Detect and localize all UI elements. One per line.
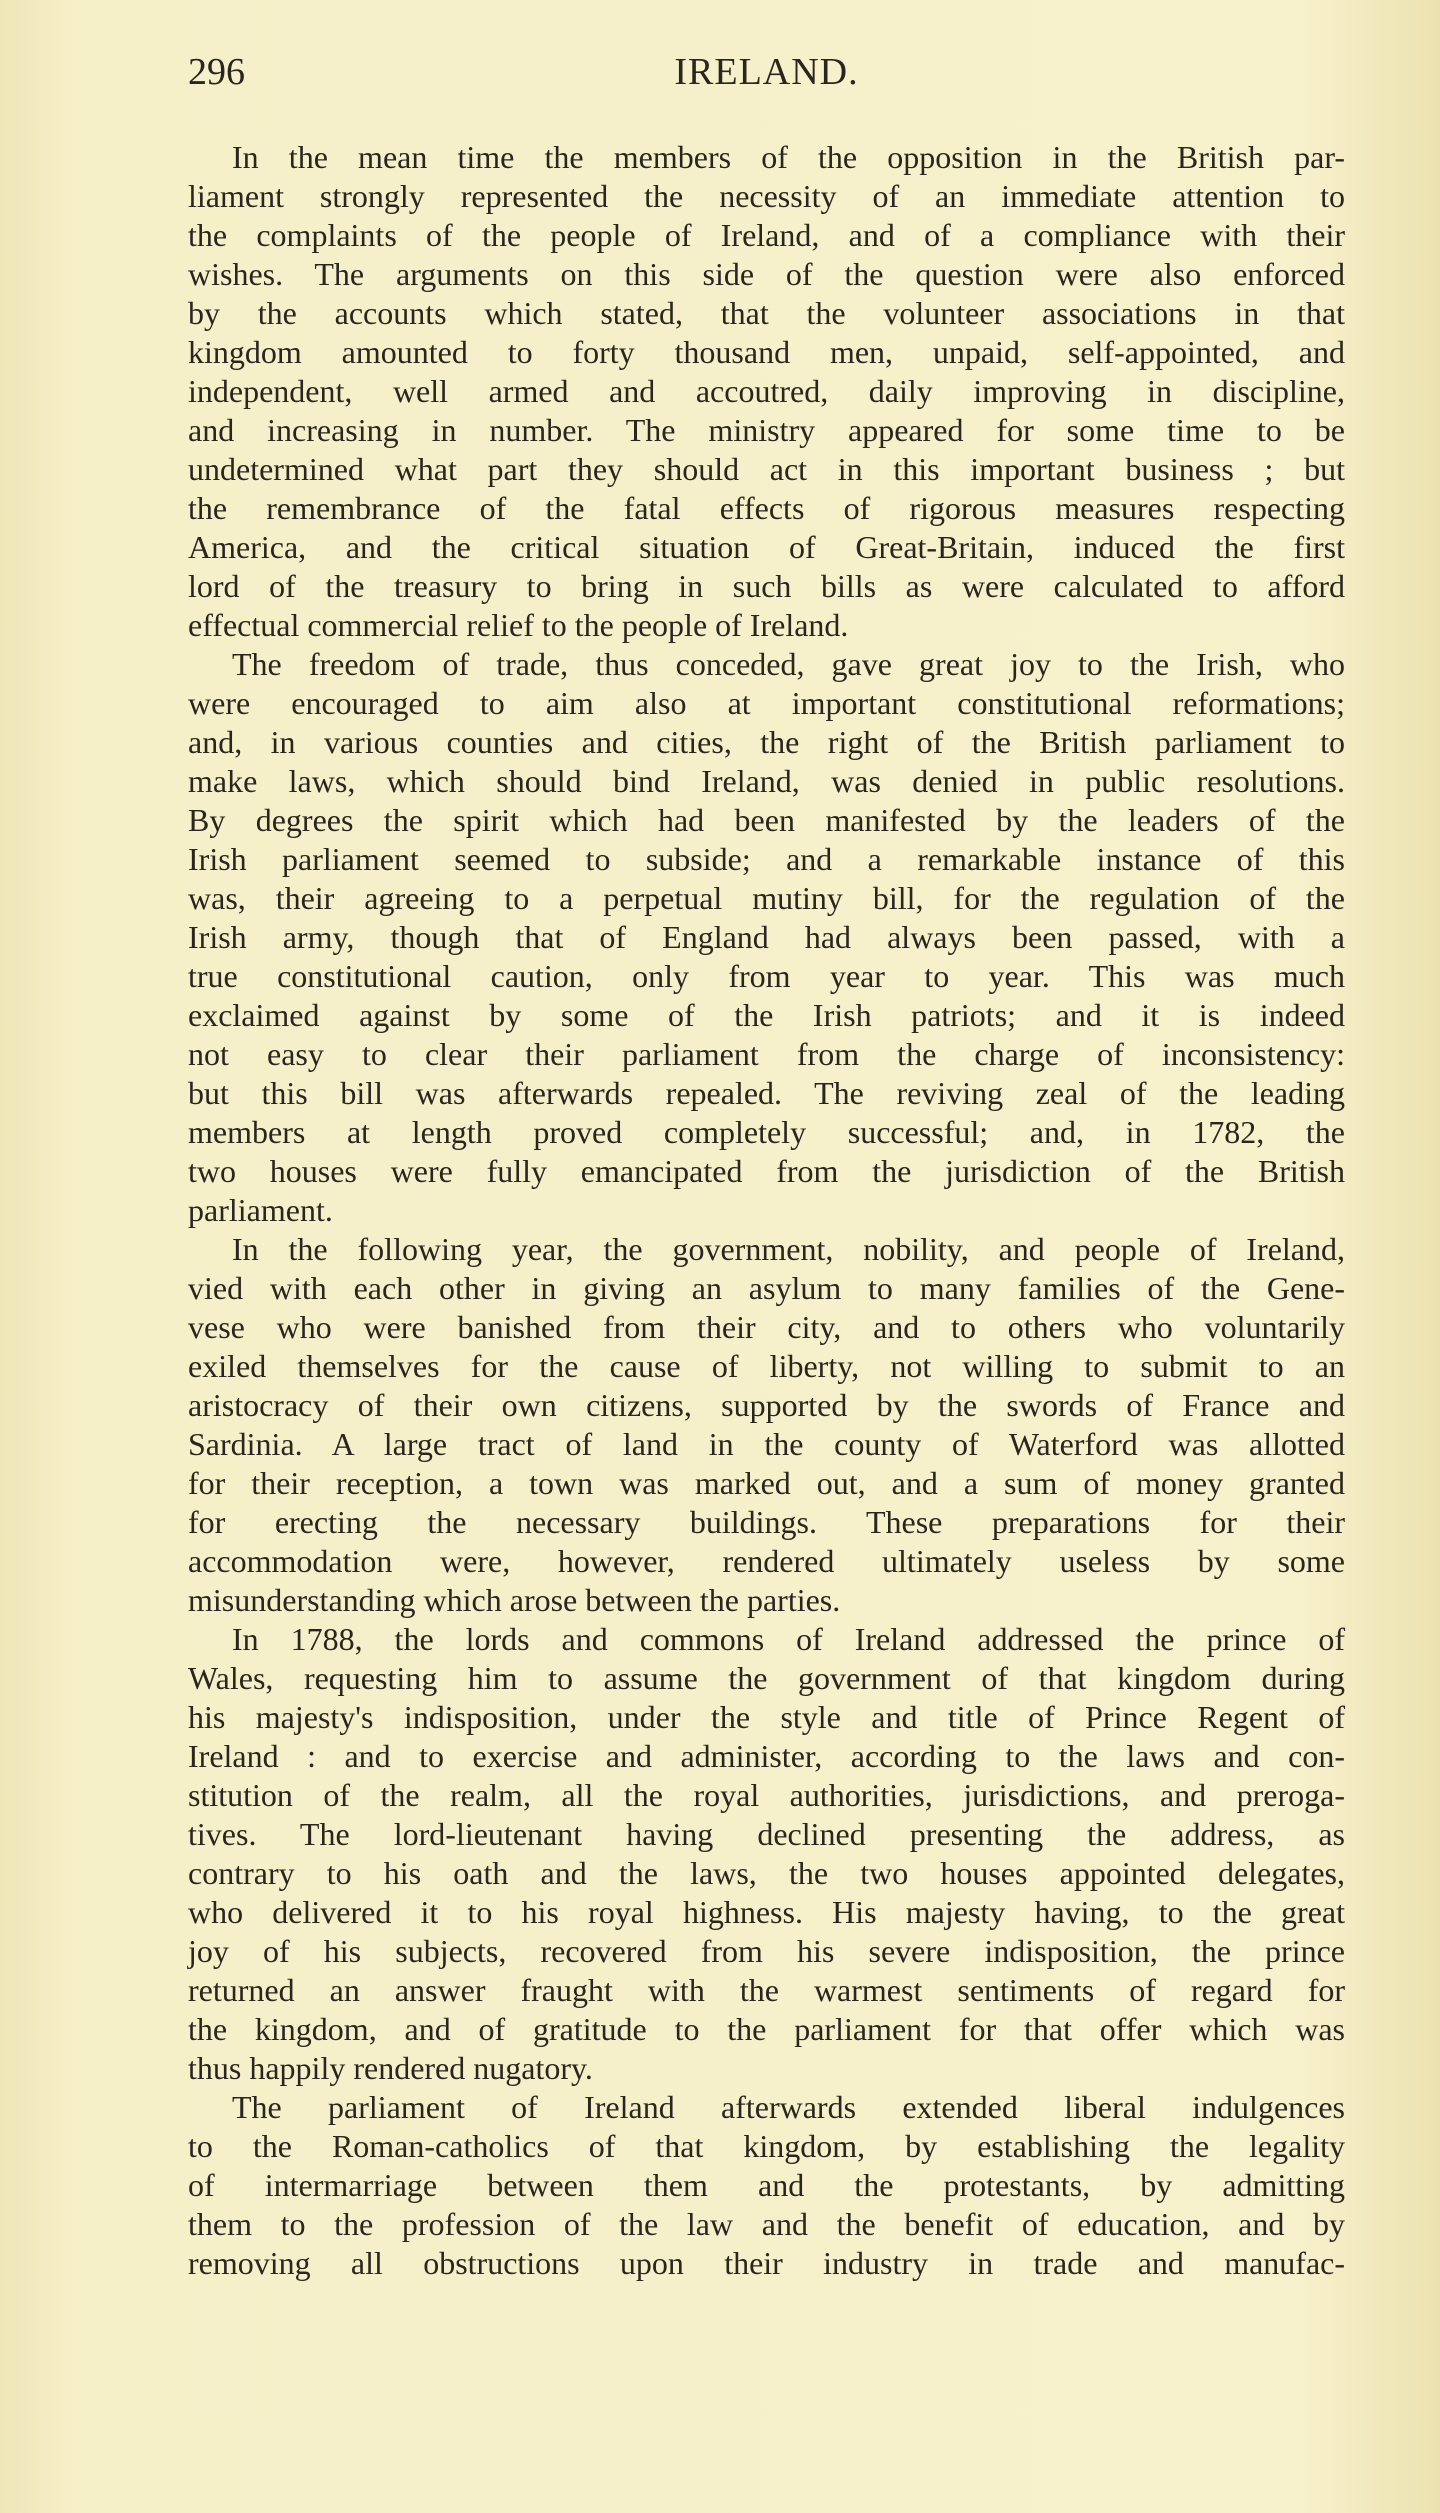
text-line: undetermined what part they should act in this important business ; but <box>188 451 1345 487</box>
text-line: stitution of the realm, all the royal authorities, jurisdictions, and preroga- <box>188 1777 1345 1813</box>
text-line: In 1788, the lords and commons of Ireland addressed the prince of <box>232 1621 1345 1657</box>
text-line: returned an answer fraught with the warmest sentiments of regard for <box>188 1972 1345 2008</box>
text-line: exiled themselves for the cause of liberty, not willing to submit to an <box>188 1348 1345 1384</box>
text-line: were encouraged to aim also at important constitutional reformations; <box>188 685 1345 721</box>
text-line: but this bill was afterwards repealed. The reviving zeal of the leading <box>188 1075 1345 1111</box>
text-line: make laws, which should bind Ireland, was denied in public resolutions. <box>188 763 1345 799</box>
text-line: Sardinia. A large tract of land in the county of Waterford was allotted <box>188 1426 1345 1462</box>
text-line: them to the profession of the law and the benefit of education, and by <box>188 2206 1345 2242</box>
text-line: effectual commercial relief to the people of Ireland. <box>188 607 849 643</box>
text-line: and, in various counties and cities, the right of the British parliament to <box>188 724 1345 760</box>
paragraph <box>188 1230 1345 1620</box>
body-text <box>188 138 1345 2283</box>
text-line: true constitutional caution, only from year to year. This was much <box>188 958 1345 994</box>
page-number: 296 <box>188 51 245 93</box>
text-line: The parliament of Ireland afterwards extended liberal indulgences <box>232 2089 1345 2125</box>
text-line: tives. The lord-lieutenant having declined presenting the address, as <box>188 1816 1345 1852</box>
text-line: liament strongly represented the necessity of an immediate attention to <box>188 178 1345 214</box>
text-line: lord of the treasury to bring in such bills as were calculated to afford <box>188 568 1345 604</box>
text-line: vese who were banished from their city, and to others who voluntarily <box>188 1309 1345 1345</box>
text-line: for erecting the necessary buildings. These preparations for their <box>188 1504 1345 1540</box>
text-line: not easy to clear their parliament from the charge of inconsistency: <box>188 1036 1345 1072</box>
page-header <box>188 50 1345 94</box>
paragraph <box>188 645 1345 1230</box>
text-line: America, and the critical situation of Great-Britain, induced the first <box>188 529 1345 565</box>
text-line: of intermarriage between them and the protestants, by admitting <box>188 2167 1345 2203</box>
text-line: vied with each other in giving an asylum to many families of the Gene- <box>188 1270 1345 1306</box>
text-line: exclaimed against by some of the Irish patriots; and it is indeed <box>188 997 1345 1033</box>
text-line: Irish army, though that of England had always been passed, with a <box>188 919 1345 955</box>
text-line: accommodation were, however, rendered ultimately useless by some <box>188 1543 1345 1579</box>
text-line: Wales, requesting him to assume the government of that kingdom during <box>188 1660 1345 1696</box>
text-line: the remembrance of the fatal effects of rigorous measures respecting <box>188 490 1345 526</box>
text-line: joy of his subjects, recovered from his severe indisposition, the prince <box>188 1933 1345 1969</box>
text-line: by the accounts which stated, that the volunteer associations in that <box>188 295 1345 331</box>
text-line: parliament. <box>188 1192 333 1228</box>
text-line: aristocracy of their own citizens, supported by the swords of France and <box>188 1387 1345 1423</box>
text-line: Irish parliament seemed to subside; and a remarkable instance of this <box>188 841 1345 877</box>
text-line: the complaints of the people of Ireland, and of a compliance with their <box>188 217 1345 253</box>
text-line: wishes. The arguments on this side of the question were also enforced <box>188 256 1345 292</box>
text-line: members at length proved completely successful; and, in 1782, the <box>188 1114 1345 1150</box>
text-line: In the mean time the members of the opposition in the British par- <box>232 139 1345 175</box>
text-line: In the following year, the government, nobility, and people of Ireland, <box>232 1231 1345 1267</box>
text-line: thus happily rendered nugatory. <box>188 2050 593 2086</box>
text-line: contrary to his oath and the laws, the two houses appointed delegates, <box>188 1855 1345 1891</box>
text-line: who delivered it to his royal highness. His majesty having, to the great <box>188 1894 1345 1930</box>
running-title: IRELAND. <box>674 51 859 93</box>
text-line: removing all obstructions upon their industry in trade and manufac- <box>188 2245 1345 2281</box>
text-line: two houses were fully emancipated from the jurisdiction of the British <box>188 1153 1345 1189</box>
paragraph <box>188 1620 1345 2088</box>
text-line: to the Roman-catholics of that kingdom, by establishing the legality <box>188 2128 1345 2164</box>
text-line: misunderstanding which arose between the parties. <box>188 1582 841 1618</box>
text-line: By degrees the spirit which had been manifested by the leaders of the <box>188 802 1345 838</box>
text-line: independent, well armed and accoutred, daily improving in discipline, <box>188 373 1345 409</box>
text-line: was, their agreeing to a perpetual mutiny bill, for the regulation of the <box>188 880 1345 916</box>
paragraph <box>188 2088 1345 2283</box>
text-line: The freedom of trade, thus conceded, gave great joy to the Irish, who <box>232 646 1345 682</box>
paragraph <box>188 138 1345 645</box>
text-line: for their reception, a town was marked out, and a sum of money granted <box>188 1465 1345 1501</box>
text-line: the kingdom, and of gratitude to the parliament for that offer which was <box>188 2011 1345 2047</box>
text-line: and increasing in number. The ministry appeared for some time to be <box>188 412 1345 448</box>
text-line: kingdom amounted to forty thousand men, unpaid, self-appointed, and <box>188 334 1345 370</box>
text-line: Ireland : and to exercise and administer, according to the laws and con- <box>188 1738 1345 1774</box>
text-line: his majesty's indisposition, under the style and title of Prince Regent of <box>188 1699 1345 1735</box>
